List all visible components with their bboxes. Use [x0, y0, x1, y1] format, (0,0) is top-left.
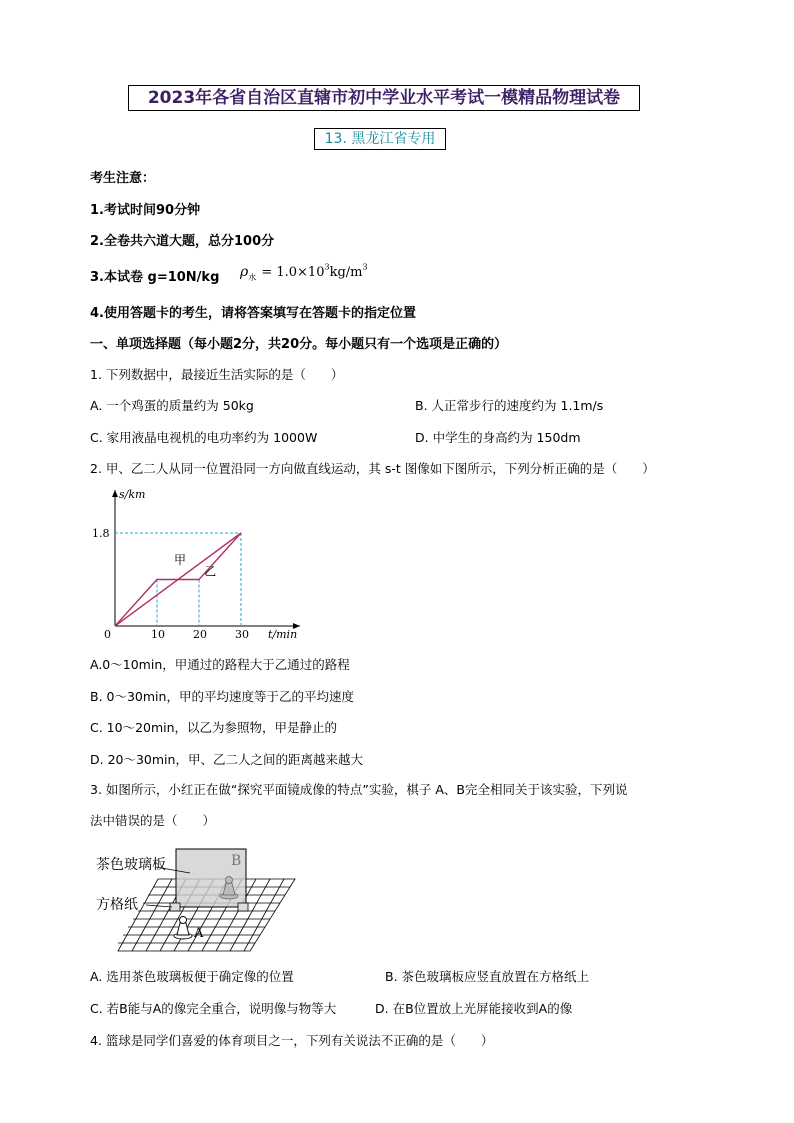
y-tick-label: 1.8	[92, 527, 110, 540]
q3-option-a: A. 选用茶色玻璃板便于确定像的位置	[90, 969, 294, 984]
y-axis-label: s/km	[119, 488, 146, 501]
q3-stem-line2: 法中错误的是（ ）	[90, 813, 216, 828]
q3-option-b: B. 茶色玻璃板应竖直放置在方格纸上	[385, 969, 590, 984]
mirror-experiment-figure	[90, 843, 300, 955]
label-glass: 茶色玻璃板	[96, 857, 166, 873]
x-tick-label: 0	[104, 628, 111, 641]
x-tick-label: 30	[235, 628, 249, 641]
q1-option-d: D. 中学生的身高约为 150dm	[415, 430, 581, 445]
rho-unit: kg/m	[329, 265, 363, 280]
q3-option-c: C. 若B能与A的像完全重合，说明像与物等大	[90, 1001, 337, 1016]
x-axis-label: t/min	[268, 628, 298, 641]
series-label-yi: 乙	[204, 564, 217, 579]
rho-subscript: 水	[248, 273, 257, 283]
notice-item-3: 3.本试卷 g=10N/kg	[90, 270, 220, 285]
section-heading: 一、单项选择题（每小题2分，共20分。每小题只有一个选项是正确的）	[90, 337, 508, 352]
q2-option-b: B. 0～30min，甲的平均速度等于乙的平均速度	[90, 689, 354, 704]
q1-option-b: B. 人正常步行的速度约为 1.1m/s	[415, 398, 604, 413]
x-tick-label: 10	[151, 628, 165, 641]
notice-item-1: 1.考试时间90分钟	[90, 203, 201, 218]
rho-symbol: ρ	[240, 264, 249, 280]
paper-subtitle: 13. 黑龙江省专用	[314, 128, 446, 150]
q4-stem: 4. 篮球是同学们喜爱的体育项目之一，下列有关说法不正确的是（ ）	[90, 1033, 494, 1048]
q1-option-a: A. 一个鸡蛋的质量约为 50kg	[90, 398, 254, 413]
notice-item-4: 4.使用答题卡的考生，请将答案填写在答题卡的指定位置	[90, 306, 416, 321]
rho-exponent: 3	[324, 262, 330, 272]
x-tick-label: 20	[193, 628, 207, 641]
series-label-jia: 甲	[174, 553, 187, 567]
q3-stem-line1: 3. 如图所示，小红正在做“探究平面镜成像的特点”实验，棋子 A、B完全相同关于该实验，下列说	[90, 782, 628, 797]
paper-title: 2023年各省自治区直辖市初中学业水平考试一模精品物理试卷	[128, 85, 640, 111]
label-piece-a: A	[194, 926, 204, 941]
q2-stem: 2. 甲、乙二人从同一位置沿同一方向做直线运动，其 s-t 图像如下图所示，下列分析正确的是（ ）	[90, 461, 655, 476]
q1-option-c: C. 家用液晶电视机的电功率约为 1000W	[90, 430, 318, 445]
q2-option-c: C. 10～20min，以乙为参照物，甲是静止的	[90, 720, 338, 735]
st-graph	[90, 480, 310, 645]
label-piece-b: B	[231, 853, 242, 869]
notice-item-2: 2.全卷共六道大题，总分100分	[90, 234, 275, 249]
q3-option-d: D. 在B位置放上光屏能接收到A的像	[375, 1001, 573, 1016]
water-density-formula	[240, 261, 368, 283]
q2-option-d: D. 20～30min，甲、乙二人之间的距离越来越大	[90, 752, 363, 767]
label-grid-paper: 方格纸	[96, 897, 138, 913]
notice-heading: 考生注意：	[90, 171, 156, 186]
right-stand	[238, 903, 248, 911]
rho-unit-exponent: 3	[362, 262, 368, 272]
y-axis-arrow	[112, 490, 118, 497]
q1-stem: 1. 下列数据中，最接近生活实际的是（ ）	[90, 367, 344, 382]
rho-value: = 1.0×10	[261, 265, 325, 280]
q2-option-a: A.0～10min，甲通过的路程大于乙通过的路程	[90, 657, 350, 672]
